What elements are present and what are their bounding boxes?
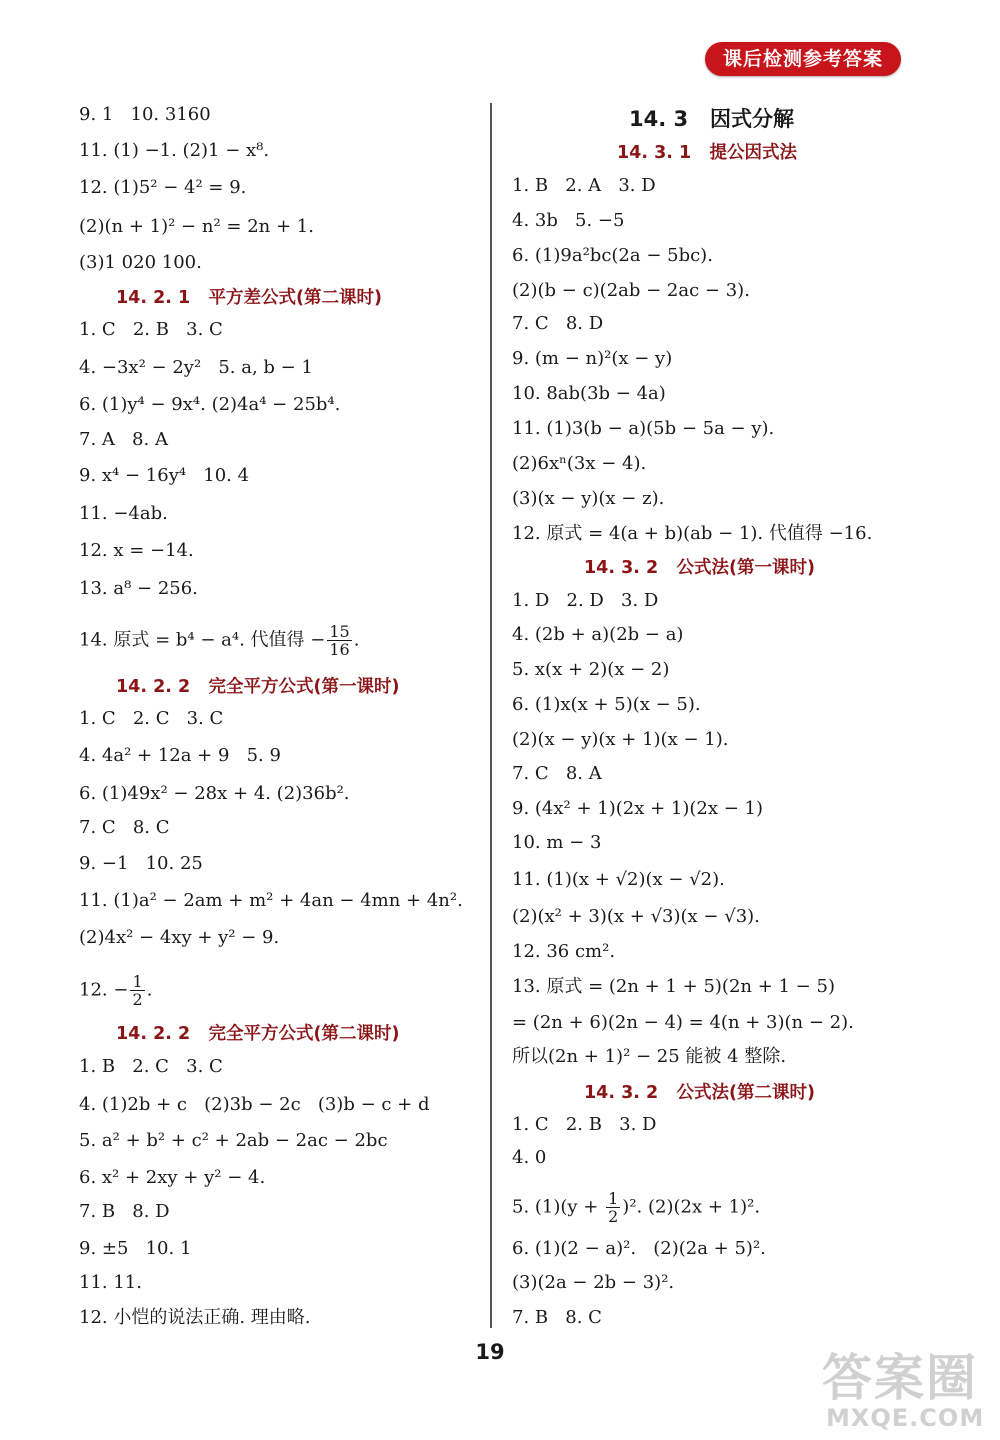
fraction <box>327 623 351 658</box>
answer-line: 6. x² + 2xy + y² − 4. <box>79 1167 266 1188</box>
fraction-suffix: . <box>353 629 360 651</box>
section-heading: 14. 2. 2 完全平方公式(第一课时) <box>116 677 400 697</box>
answer-line: 12. 36 cm². <box>512 941 616 962</box>
answer-line: 12. 小恺的说法正确. 理由略. <box>79 1307 311 1328</box>
answer-line-fraction <box>79 622 360 659</box>
answer-line: (3)1 020 100. <box>79 252 202 273</box>
fraction-numerator: 1 <box>132 972 143 991</box>
fraction-suffix: . <box>146 979 153 1001</box>
answer-line: 5. x(x + 2)(x − 2) <box>512 659 670 680</box>
answer-line: 7. B 8. C <box>512 1307 602 1328</box>
answer-line: 1. B 2. A 3. D <box>512 175 656 196</box>
answer-line: 6. (1)9a²bc(2a − 5bc). <box>512 245 713 266</box>
answer-line: 9. (m − n)²(x − y) <box>512 348 673 369</box>
section-heading: 14. 2. 1 平方差公式(第二课时) <box>116 288 382 308</box>
answer-line: 9. 1 10. 3160 <box>79 104 211 125</box>
answer-line: (3)(x − y)(x − z). <box>512 488 665 509</box>
answer-line: 4. (1)2b + c (2)3b − 2c (3)b − c + d <box>79 1094 430 1115</box>
answer-line: 10. m − 3 <box>512 832 602 853</box>
fraction-numerator: 15 <box>329 622 350 641</box>
answer-line: 1. C 2. B 3. C <box>79 319 223 340</box>
answer-line: (2)(x² + 3)(x + √3)(x − √3). <box>512 906 760 927</box>
answer-line: 6. (1)(2 − a)². (2)(2a + 5)². <box>512 1238 766 1259</box>
answer-line: 13. 原式 = (2n + 1 + 5)(2n + 1 − 5) <box>512 976 835 997</box>
section-heading: 14. 3. 1 提公因式法 <box>617 143 797 163</box>
answer-line: (2)(n + 1)² − n² = 2n + 1. <box>79 216 314 237</box>
fraction-prefix: 12. − <box>79 979 129 1001</box>
answer-line: 11. (1)a² − 2am + m² + 4an − 4mn + 4n². <box>79 890 463 911</box>
answer-line: 9. (4x² + 1)(2x + 1)(2x − 1) <box>512 798 763 819</box>
answer-line: 11. −4ab. <box>79 503 168 524</box>
watermark-url: MXQE.COM <box>826 1404 985 1432</box>
fraction <box>606 1190 620 1225</box>
answer-line: 9. x⁴ − 16y⁴ 10. 4 <box>79 465 250 486</box>
answer-line: 4. 3b 5. −5 <box>512 210 625 231</box>
answer-line: 4. −3x² − 2y² 5. a, b − 1 <box>79 357 313 378</box>
section-heading: 14. 3. 2 公式法(第二课时) <box>584 1083 815 1103</box>
answer-line: 7. C 8. A <box>512 763 602 784</box>
answer-line: 7. C 8. D <box>512 313 604 334</box>
answer-line: (2)4x² − 4xy + y² − 9. <box>79 927 280 948</box>
answer-line: 11. (1)3(b − a)(5b − 5a − y). <box>512 418 775 439</box>
answer-key-badge: 课后检测参考答案 <box>705 42 901 76</box>
answer-line: 7. A 8. A <box>79 429 168 450</box>
answer-line: (2)(x − y)(x + 1)(x − 1). <box>512 729 729 750</box>
answer-line: (3)(2a − 2b − 3)². <box>512 1272 675 1293</box>
section-heading: 14. 3. 2 公式法(第一课时) <box>584 558 815 578</box>
section-heading: 14. 2. 2 完全平方公式(第二课时) <box>116 1024 400 1044</box>
answer-line: 5. a² + b² + c² + 2ab − 2ac − 2bc <box>79 1130 388 1151</box>
answer-line-fraction <box>79 972 153 1009</box>
answer-line: = (2n + 6)(2n − 4) = 4(n + 3)(n − 2). <box>512 1012 854 1033</box>
answer-line: 13. a⁸ − 256. <box>79 578 198 599</box>
fraction-suffix: )². (2)(2x + 1)². <box>622 1196 761 1218</box>
answer-line: 9. ±5 10. 1 <box>79 1238 192 1259</box>
site-watermark <box>818 1338 988 1433</box>
answer-line: 7. B 8. D <box>79 1201 170 1222</box>
answer-line: 12. 原式 = 4(a + b)(ab − 1). 代值得 −16. <box>512 523 873 544</box>
answer-line: 11. (1) −1. (2)1 − x⁸. <box>79 140 270 161</box>
fraction-numerator: 1 <box>608 1189 619 1208</box>
fraction-prefix: 14. 原式 = b⁴ − a⁴. 代值得 − <box>79 629 326 651</box>
fraction-denominator: 2 <box>608 1207 619 1226</box>
answer-line: 7. C 8. C <box>79 817 170 838</box>
chapter-title: 14. 3 因式分解 <box>629 107 795 131</box>
answer-line: 4. 0 <box>512 1147 547 1168</box>
answer-line: (2)6xⁿ(3x − 4). <box>512 453 647 474</box>
answer-line: 1. C 2. C 3. C <box>79 708 224 729</box>
answer-line: 1. C 2. B 3. D <box>512 1114 657 1135</box>
fraction <box>130 973 144 1008</box>
fraction-denominator: 2 <box>132 990 143 1009</box>
fraction-denominator: 16 <box>329 640 350 659</box>
answer-line: 所以(2n + 1)² − 25 能被 4 整除. <box>512 1046 787 1067</box>
page-number: 19 <box>475 1340 505 1364</box>
answer-line: 12. (1)5² − 4² = 9. <box>79 177 247 198</box>
answer-line: 6. (1)y⁴ − 9x⁴. (2)4a⁴ − 25b⁴. <box>79 394 341 415</box>
answer-line: 1. B 2. C 3. C <box>79 1056 223 1077</box>
answer-line: 6. (1)49x² − 28x + 4. (2)36b². <box>79 783 350 804</box>
answer-line: 11. 11. <box>79 1272 142 1293</box>
answer-line: (2)(b − c)(2ab − 2ac − 3). <box>512 280 750 301</box>
answer-line: 6. (1)x(x + 5)(x − 5). <box>512 694 701 715</box>
answer-line: 11. (1)(x + √2)(x − √2). <box>512 869 725 890</box>
answer-line: 1. D 2. D 3. D <box>512 590 659 611</box>
answer-line: 4. 4a² + 12a + 9 5. 9 <box>79 745 281 766</box>
watermark-logo-text: 答案圈 <box>822 1349 978 1407</box>
answer-line: 9. −1 10. 25 <box>79 853 203 874</box>
answer-line: 12. x = −14. <box>79 540 194 561</box>
fraction-prefix: 5. (1)(y + <box>512 1196 605 1218</box>
answer-line-fraction <box>512 1189 761 1226</box>
answer-line: 4. (2b + a)(2b − a) <box>512 624 684 645</box>
column-divider <box>490 103 492 1328</box>
answer-line: 10. 8ab(3b − 4a) <box>512 383 666 404</box>
